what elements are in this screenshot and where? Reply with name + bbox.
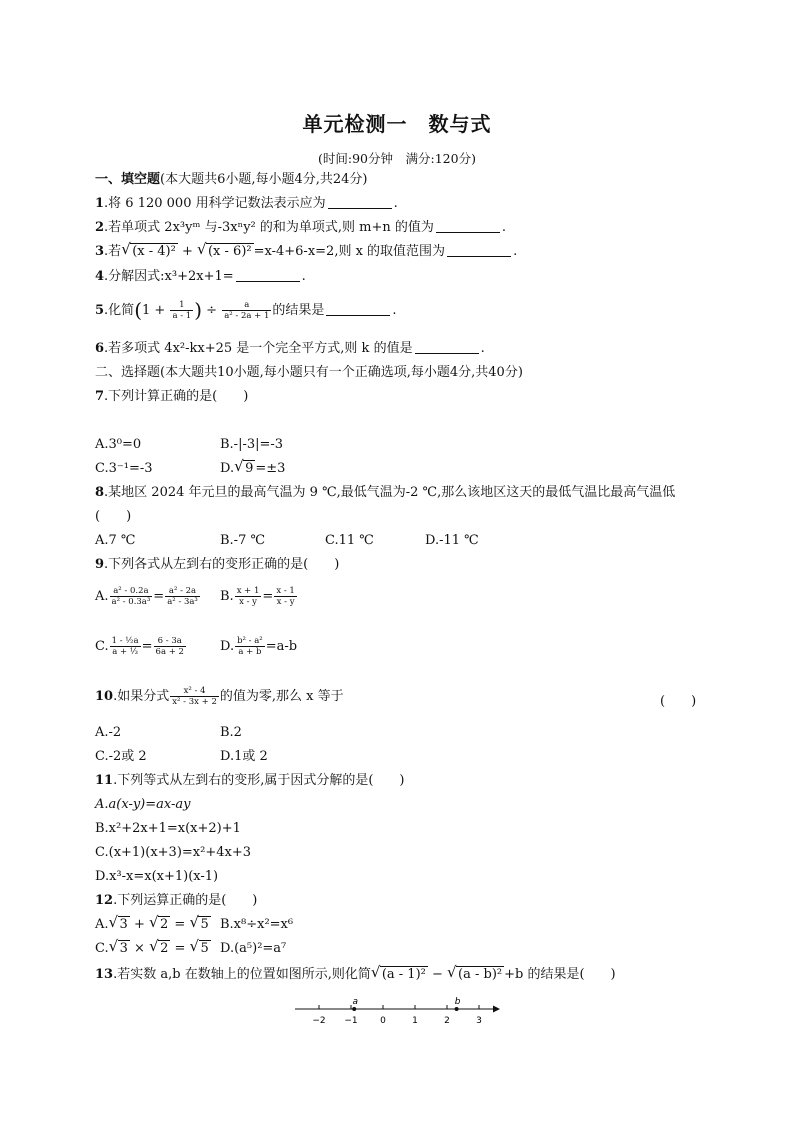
- answer-blank: [326, 302, 390, 316]
- q9-option-a: A. $\frac{\text{a² - 0.2a}}{\text{a² - 0.3a³}}$ = $\frac{\text{a² - 2a}}{\text{a² - 3a³}}$: [95, 586, 198, 607]
- radical: √ 5: [190, 916, 210, 934]
- question-11: 11.下列等式从左到右的变形,属于因式分解的是( ): [95, 773, 405, 788]
- q10-option-a: A.-2: [95, 725, 122, 740]
- number-line-tick-label: 0: [380, 1016, 386, 1026]
- number-line-point-label-a: a: [352, 997, 358, 1007]
- question-8: 8.某地区 2024 年元旦的最高气温为 9 ℃,最低气温为-2 ℃,那么该地区这天的最低气温比最高气温低: [95, 485, 676, 500]
- exam-info: (时间:90分钟 满分:120分): [318, 151, 476, 166]
- q7-option-a: A.3⁰=0: [95, 437, 142, 452]
- question-1: 1.将 6 120 000 用科学记数法表示应为 .: [95, 196, 398, 211]
- question-13: 13.若实数 a,b 在数轴上的位置如图所示,则化简√ (a - 1)² − √ (a - b)² +b 的结果是( ): [95, 966, 616, 984]
- q12-option-a: A.√ 3 + √ 2 = √ 5: [95, 916, 211, 934]
- number-line-point-b: [455, 1007, 459, 1011]
- page-title: 单元检测一 数与式: [302, 112, 492, 136]
- q8-answer-paren: ( ): [95, 509, 132, 524]
- radical: √ (a - b)²: [448, 966, 504, 984]
- radical: √ 2: [150, 940, 170, 958]
- q11-option-a: A.a(x-y)=ax-ay: [95, 797, 191, 812]
- fraction: $\frac{1}{a - 1}$: [172, 300, 192, 321]
- question-2: 2.若单项式 2x³yᵐ 与-3xⁿy² 的和为单项式,则 m+n 的值为 .: [95, 220, 507, 235]
- q11-option-c: C.(x+1)(x+3)=x²+4x+3: [95, 845, 251, 860]
- q7-option-d: D.√ 9 =±3: [220, 460, 285, 478]
- answer-blank: [447, 243, 511, 257]
- q9-option-c: C. $\frac{\text{1 - ½a}}{\text{a + ⅓}}$ = $\frac{6 - 3a}{6a + 2}$: [95, 636, 184, 657]
- radical: √ 9: [235, 460, 255, 478]
- answer-blank: [436, 219, 500, 233]
- q9-option-d: D. $\frac{\text{b² - a²}}{a + b}$ =a-b: [220, 636, 298, 657]
- q12-option-d: D.(a⁵)²=a⁷: [220, 941, 287, 956]
- q8-option-a: A.7 ℃: [95, 533, 136, 548]
- fraction: $\frac{\text{a² - 2a}}{\text{a² - 3a³}}$: [167, 586, 198, 607]
- q11-option-b: B.x²+2x+1=x(x+2)+1: [95, 821, 241, 836]
- fraction: $\frac{\text{1 - ½a}}{\text{a + ⅓}}$: [111, 636, 139, 657]
- number-line-tick-label: −2: [312, 1016, 326, 1026]
- fraction: $\frac{\text{a² - 0.2a}}{\text{a² - 0.3a³}}$: [111, 586, 151, 607]
- q8-option-b: B.-7 ℃: [220, 533, 266, 548]
- radical: √ (a - 1)²: [372, 966, 428, 984]
- q7-option-c: C.3⁻¹=-3: [95, 461, 153, 476]
- fraction: $\frac{\text{b² - a²}}{a + b}$: [237, 636, 263, 657]
- number-line-tick-label: 1: [412, 1016, 418, 1026]
- radical: √ 3: [110, 940, 130, 958]
- q11-option-d: D.x³-x=x(x+1)(x-1): [95, 869, 219, 884]
- question-7: 7.下列计算正确的是( ): [95, 389, 249, 404]
- fraction: $\frac{6 - 3a}{6a + 2}$: [155, 636, 184, 657]
- section-heading-fill-blank: 一、填空题(本大题共6小题,每小题4分,共24分): [95, 172, 368, 187]
- number-line-arrow: [493, 1006, 500, 1013]
- fraction: $\frac{\text{x² - 4}}{\text{x² - 3x + 2}}$: [172, 686, 217, 707]
- question-5: 5.化简(1 + $\frac{1}{a - 1}$ ) ÷ $\frac{a}{\text{a² - 2a + 1}}$ 的结果是 .: [95, 298, 397, 322]
- fraction: $\frac{x + 1}{x - y}$: [236, 586, 260, 607]
- answer-blank: [328, 195, 392, 209]
- q8-option-d: D.-11 ℃: [425, 533, 479, 548]
- number-line-figure: [290, 992, 520, 1032]
- q10-option-d: D.1或 2: [220, 749, 268, 764]
- question-4: 4.分解因式:x³+2x+1= .: [95, 269, 306, 284]
- q9-option-b: B. $\frac{x + 1}{x - y}$ = $\frac{x - 1}{x - y}$: [220, 586, 295, 607]
- q12-option-b: B.x⁸÷x²=x⁶: [220, 917, 294, 932]
- radical: √ 2: [150, 916, 170, 934]
- radical: √ 5: [191, 940, 211, 958]
- q10-answer-paren: ( ): [660, 694, 697, 709]
- fraction: $\frac{x - 1}{x - y}$: [276, 586, 295, 607]
- question-9: 9.下列各式从左到右的变形正确的是( ): [95, 557, 340, 572]
- radical: √ 3: [110, 916, 130, 934]
- number-line-tick-label: 2: [444, 1016, 450, 1026]
- section-heading-multiple-choice: 二、选择题(本大题共10小题,每小题只有一个正确选项,每小题4分,共40分): [95, 365, 523, 380]
- q7-option-b: B.-|-3|=-3: [220, 437, 284, 452]
- number-line-point-a: [352, 1007, 356, 1011]
- radical: √ (x - 6)²: [198, 243, 254, 261]
- q10-option-c: C.-2或 2: [95, 749, 147, 764]
- question-6: 6.若多项式 4x²-kx+25 是一个完全平方式,则 k 的值是 .: [95, 341, 485, 356]
- question-3: 3.若√ (x - 4)² + √ (x - 6)² =x-4+6-x=2,则 x 的取值范围为 .: [95, 243, 517, 261]
- number-line-tick-label: −1: [344, 1016, 358, 1026]
- question-12: 12.下列运算正确的是( ): [95, 893, 258, 908]
- number-line-point-label-b: b: [454, 997, 461, 1007]
- q8-option-c: C.11 ℃: [325, 533, 374, 548]
- question-10: 10.如果分式 $\frac{\text{x² - 4}}{\text{x² - 3x + 2}}$ 的值为零,那么 x 等于: [95, 686, 344, 707]
- q12-option-c: C.√ 3 × √ 2 = √ 5: [95, 940, 211, 958]
- answer-blank: [236, 268, 300, 282]
- q10-option-b: B.2: [220, 725, 242, 740]
- answer-blank: [415, 340, 479, 354]
- radical: √ (x - 4)²: [122, 243, 178, 261]
- number-line-tick-label: 3: [476, 1016, 482, 1026]
- fraction: $\frac{a}{\text{a² - 2a + 1}}$: [224, 300, 270, 321]
